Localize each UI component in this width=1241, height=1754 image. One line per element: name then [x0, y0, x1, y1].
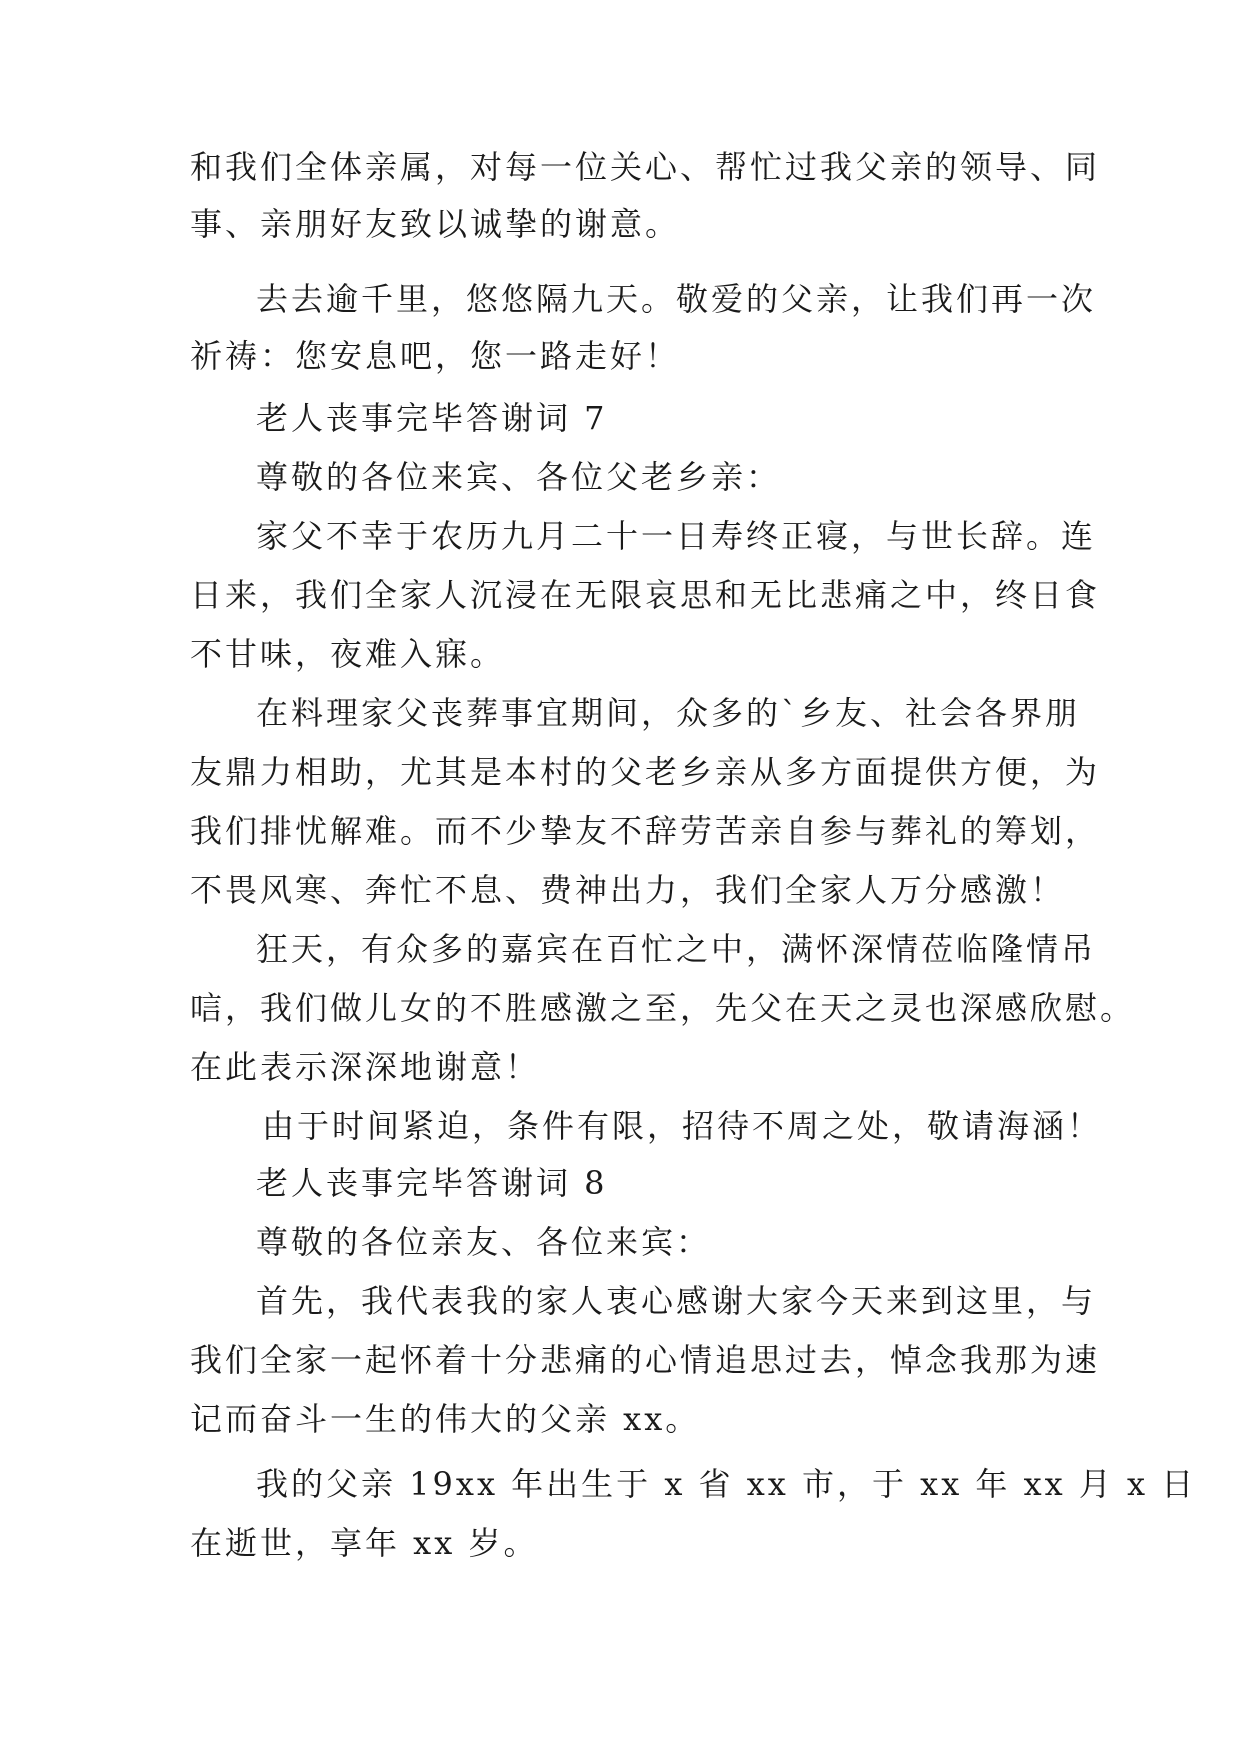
salutation: 尊敬的各位亲友、各位来宾： — [256, 1223, 712, 1261]
text-line: 狂天，有众多的嘉宾在百忙之中，满怀深情莅临隆情吊 — [256, 930, 1097, 968]
salutation: 尊敬的各位来宾、各位父老乡亲： — [256, 458, 782, 496]
text-line: 事、亲朋好友致以诚挚的谢意。 — [190, 205, 681, 243]
text-line: 去去逾千里，悠悠隔九天。敬爱的父亲，让我们再一次 — [256, 280, 1097, 318]
text-line: 在逝世，享年 xx 岁。 — [190, 1524, 539, 1562]
section-heading: 老人丧事完毕答谢词 8 — [256, 1164, 608, 1202]
text-line: 祈祷：您安息吧，您一路走好！ — [190, 337, 681, 375]
text-line: 我的父亲 19xx 年出生于 x 省 xx 市，于 xx 年 xx 月 x 日 — [256, 1465, 1197, 1503]
text-line: 日来，我们全家人沉浸在无限哀思和无比悲痛之中，终日食 — [190, 576, 1101, 614]
text-line: 我们排忧解难。而不少挚友不辞劳苦亲自参与葬礼的筹划， — [190, 812, 1101, 850]
text-line: 在此表示深深地谢意！ — [190, 1048, 541, 1086]
text-line: 不畏风寒、奔忙不息、费神出力，我们全家人万分感激！ — [190, 871, 1066, 909]
text-line: 和我们全体亲属，对每一位关心、帮忙过我父亲的领导、同 — [190, 148, 1101, 186]
section-heading: 老人丧事完毕答谢词 7 — [256, 399, 608, 437]
text-line: 记而奋斗一生的伟大的父亲 xx。 — [190, 1400, 701, 1438]
text-line: 友鼎力相助，尤其是本村的父老乡亲从多方面提供方便，为 — [190, 753, 1101, 791]
text-line: 唁，我们做儿女的不胜感激之至，先父在天之灵也深感欣慰。 — [190, 989, 1136, 1027]
text-line: 由于时间紧迫，条件有限，招待不周之处，敬请海涵！ — [262, 1107, 1103, 1145]
text-line: 家父不幸于农历九月二十一日寿终正寝，与世长辞。连 — [256, 517, 1097, 555]
text-line: 不甘味，夜难入寐。 — [190, 635, 506, 673]
text-line: 我们全家一起怀着十分悲痛的心情追思过去，悼念我那为速 — [190, 1341, 1101, 1379]
text-line: 在料理家父丧葬事宜期间，众多的`乡友、社会各界朋 — [256, 694, 1081, 732]
text-line: 首先，我代表我的家人衷心感谢大家今天来到这里，与 — [256, 1282, 1097, 1320]
